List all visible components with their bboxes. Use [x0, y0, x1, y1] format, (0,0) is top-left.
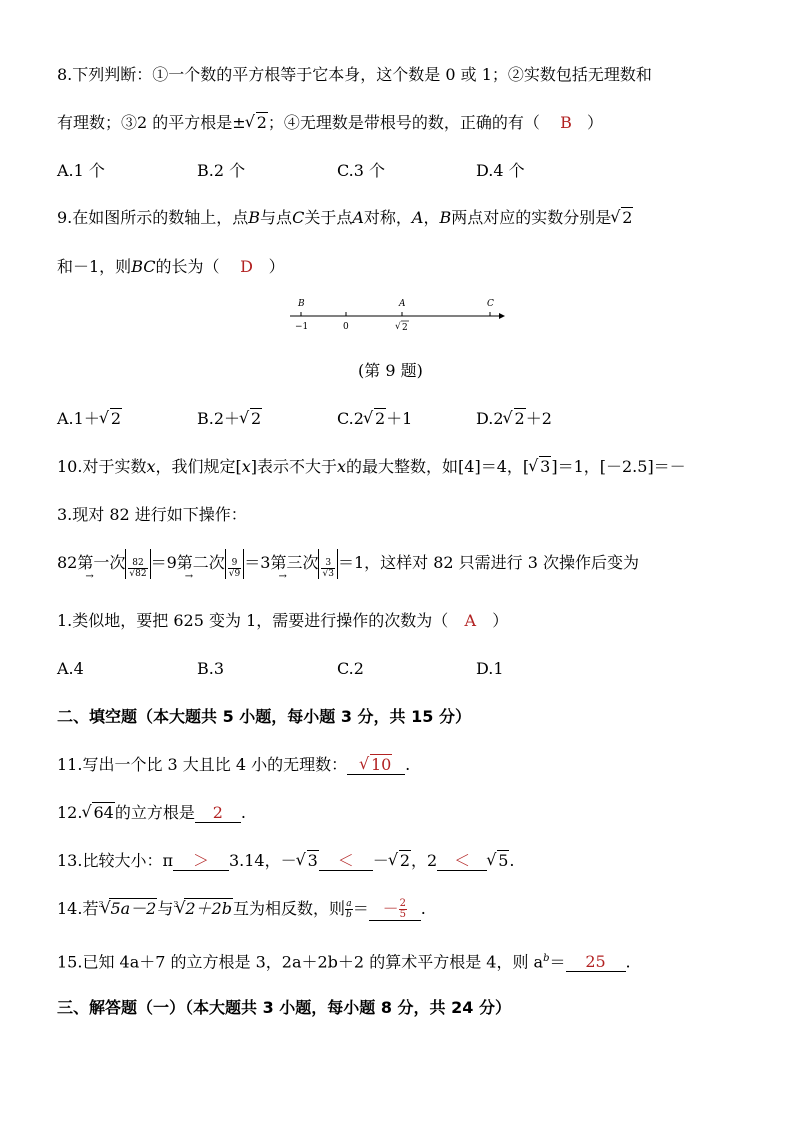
q9-option-d: D.2√ 2＋2 — [476, 408, 552, 430]
sqrt: √ 2 — [246, 112, 268, 134]
tick-label-0: 0 — [343, 322, 349, 332]
section-3-heading: 三、解答题（一）（本大题共 3 小题，每小题 8 分，共 24 分） — [57, 998, 511, 1017]
q13-answer-1: ＞ — [173, 852, 229, 871]
q14: 14.若 √ 3 5a－2与 √ 3 2＋2b互为相反数，则 $\frac{a}{b}$ ＝ － $\frac{2}{5}$ . — [57, 898, 426, 921]
q8-option-b: B.2 个 — [197, 161, 246, 180]
q13-answer-2: ＜ — [319, 852, 373, 871]
q8-option-a: A.1 个 — [57, 161, 105, 180]
q10-line2: 3.现对 82 进行如下操作： — [57, 505, 247, 524]
q10-line3: 82第一次 → $\frac{82}{√82}$ ＝9第二次 → $\frac{9}{√9}$ ＝3第三次 → $\frac{3}{√3}$ ＝1，这样对 82 只需进行 3 次操作后变为 — [57, 545, 639, 581]
q9-option-c: C.2√ 2＋1 — [337, 408, 412, 430]
q8-line1: 8.下列判断：①一个数的平方根等于它本身，这个数是 0 或 1；②实数包括无理数和 — [57, 65, 652, 84]
axis-arrow — [499, 313, 505, 319]
tick-label-neg1: −1 — [295, 322, 309, 332]
q8-option-c: C.3 个 — [337, 161, 386, 180]
q9-option-b: B.2＋√ 2 — [197, 408, 262, 430]
label-b: B — [298, 299, 305, 309]
q10-option-a: A.4 — [57, 659, 84, 678]
tick-label-sqrt-sign: √ — [395, 322, 401, 332]
tick-label-sqrt-radicand: 2 — [402, 323, 408, 333]
q9-line1: 9.在如图所示的数轴上，点B与点C关于点A对称，A，B两点对应的实数分别是√ 2 — [57, 207, 633, 229]
q10-option-d: D.1 — [476, 659, 504, 678]
q12: 12.√ 64的立方根是 2 . — [57, 802, 246, 824]
q9-answer: D — [240, 257, 253, 276]
q10-line1: 10.对于实数x，我们规定[x]表示不大于x的最大整数，如[4]＝4，[√ 3]＝1，[－2.5]＝－ — [57, 456, 686, 478]
q9-line2: 和－1，则BC的长为（ D ） — [57, 257, 285, 276]
q9-option-a: A.1＋√ 2 — [57, 408, 122, 430]
q13-answer-3: ＜ — [437, 852, 487, 871]
q8-line2: 有理数；③2 的平方根是±√ 2；④无理数是带根号的数，正确的有（ B ） — [57, 112, 603, 134]
q9-caption: (第 9 题) — [358, 361, 423, 380]
label-c: C — [487, 299, 494, 309]
q11: 11.写出一个比 3 大且比 4 小的无理数：√ 10 . — [57, 754, 410, 776]
q10-line4: 1.类似地，要把 625 变为 1，需要进行操作的次数为（ A ） — [57, 611, 509, 630]
q15-answer: 25 — [566, 953, 626, 972]
q8-option-d: D.4 个 — [476, 161, 525, 180]
q12-answer: 2 — [195, 804, 241, 823]
q15: 15.已知 4a＋7 的立方根是 3，2a＋2b＋2 的算术平方根是 4，则 $a^b= 25$ . — [57, 952, 631, 972]
number-line-figure — [285, 292, 510, 338]
q10-option-b: B.3 — [197, 659, 225, 678]
q10-answer: A — [464, 611, 477, 630]
section-2-heading: 二、填空题（本大题共 5 小题，每小题 3 分，共 15 分） — [57, 707, 471, 726]
q10-option-c: C.2 — [337, 659, 364, 678]
q8-answer: B — [560, 113, 572, 132]
sqrt: √ 2 — [611, 207, 633, 229]
label-a: A — [399, 299, 406, 309]
q13: 13.比较大小：π ＞ 3.14，－√ 3 ＜ －√ 2，2 ＜√ 5. — [57, 850, 514, 872]
q11-answer: 10 — [370, 755, 392, 774]
